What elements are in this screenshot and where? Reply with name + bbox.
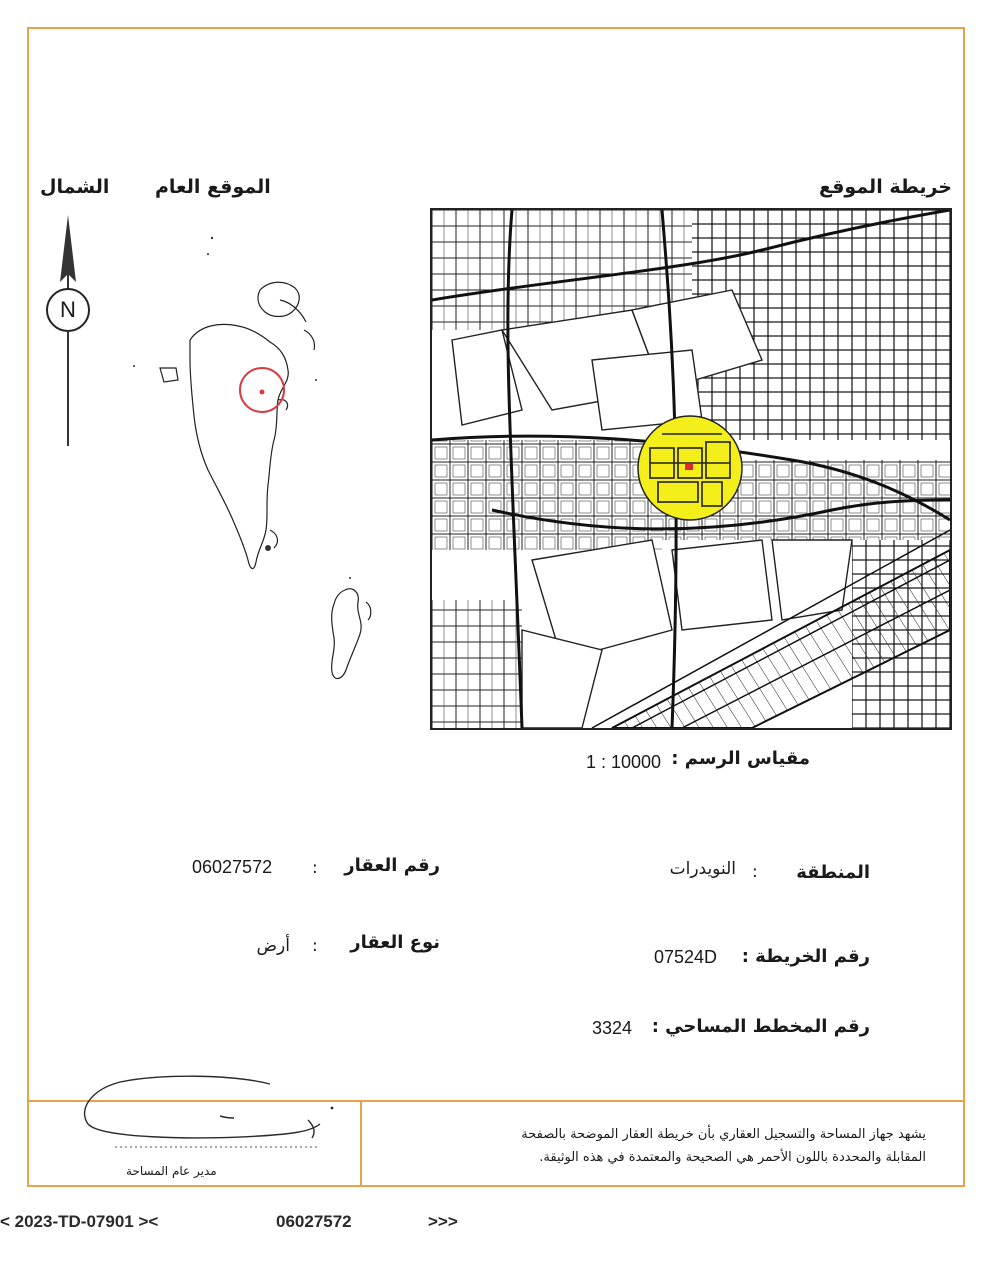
property-parcel-red xyxy=(685,464,693,470)
signatory-title: مدير عام المساحة xyxy=(126,1164,217,1178)
property-type-label: نوع العقار xyxy=(350,932,440,953)
property-number-sep: : xyxy=(312,858,318,878)
certification-line-2: المقابلة والمحددة باللون الأحمر هي الصحيحة والمعتمدة في هذه الوثيقة. xyxy=(539,1150,926,1165)
scale-label: مقياس الرسم : xyxy=(671,748,810,769)
site-map-drawing xyxy=(432,210,950,728)
site-map-title: خريطة الموقع xyxy=(818,176,952,198)
property-number-value: 06027572 xyxy=(192,857,273,877)
survey-plan-label: رقم المخطط المساحي : xyxy=(651,1016,870,1037)
property-number-label: رقم العقار xyxy=(344,855,440,876)
map-number-value: 07524D xyxy=(654,947,718,967)
location-dot xyxy=(260,390,265,395)
certification-line-1: يشهد جهاز المساحة والتسجيل العقاري بأن خريطة العقار الموضحة بالصفحة xyxy=(521,1127,926,1142)
area-label: المنطقة xyxy=(796,862,870,883)
area-sep: : xyxy=(752,862,758,882)
property-type-sep: : xyxy=(312,936,318,956)
property-type-value: أرض xyxy=(256,936,290,956)
survey-plan-value: 3324 xyxy=(592,1018,633,1038)
area-value: النويدرات xyxy=(669,859,736,879)
footer-vertical-divider xyxy=(360,1100,362,1187)
director-signature xyxy=(70,1066,360,1166)
map-number-label: رقم الخريطة : xyxy=(741,946,870,967)
north-letter: N xyxy=(60,297,76,322)
north-island-outline xyxy=(258,282,299,316)
scale-value: 1 : 10000 xyxy=(586,752,662,772)
north-title: الشمال xyxy=(40,176,110,198)
site-map xyxy=(430,208,952,730)
bahrain-location-map xyxy=(120,230,390,700)
document-code: < 2023-TD-07901 >< xyxy=(0,1212,159,1231)
general-location-title: الموقع العام xyxy=(155,176,271,198)
hawar-islands-outline xyxy=(332,589,362,679)
reference-suffix: >>> xyxy=(428,1212,458,1231)
north-arrow-icon xyxy=(40,210,96,450)
property-reference: 06027572 xyxy=(276,1212,352,1231)
